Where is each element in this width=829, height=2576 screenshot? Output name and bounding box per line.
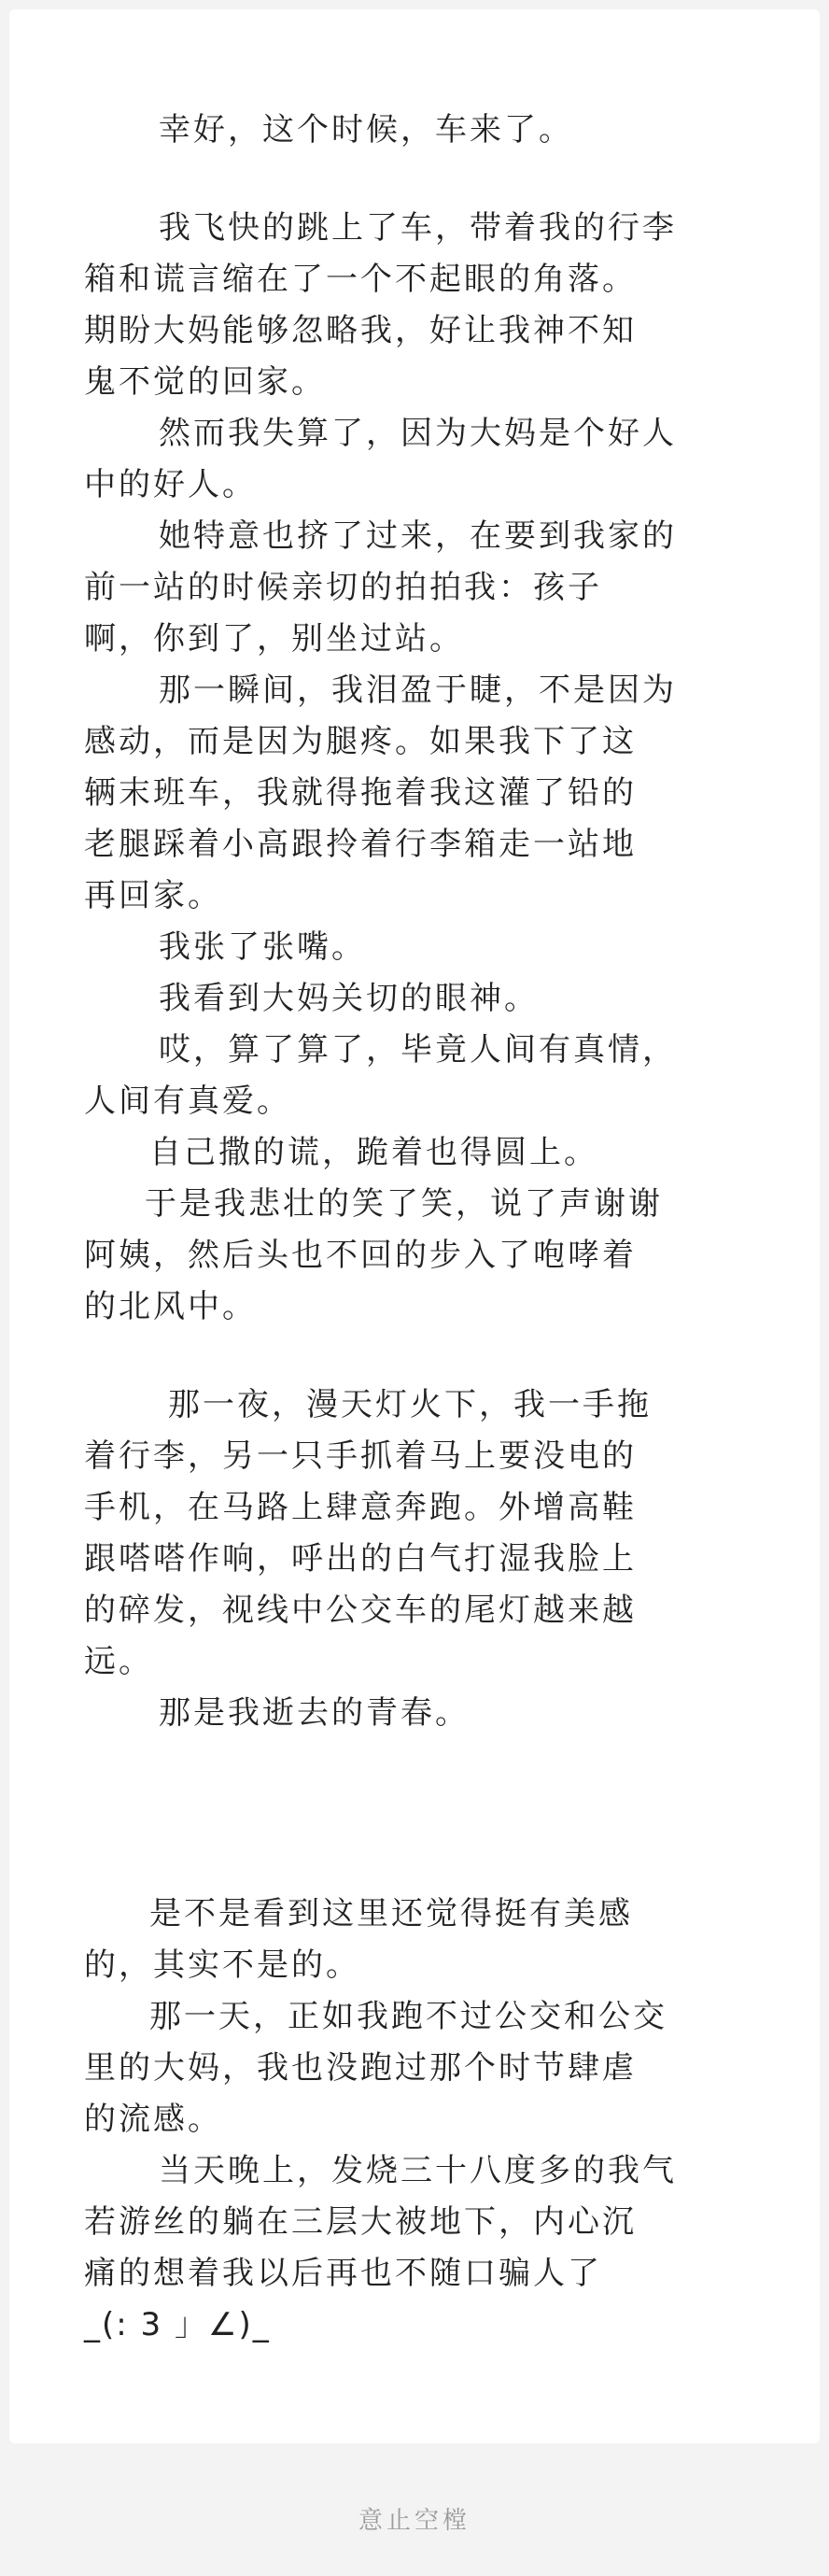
text-line: 我飞快的跳上了车，带着我的行李 bbox=[159, 209, 677, 247]
text-line: 我看到大妈关切的眼神。 bbox=[159, 980, 539, 1017]
text-line: 当天晚上，发烧三十八度多的我气 bbox=[159, 2152, 677, 2189]
text-line: 那是我逝去的青春。 bbox=[159, 1694, 470, 1732]
text-line: 然而我失算了，因为大妈是个好人 bbox=[159, 415, 677, 452]
kaomoji-line: _(: 3 」∠)_ bbox=[84, 2306, 271, 2343]
text-line: 自己撒的谎，跪着也得圆上。 bbox=[149, 1134, 598, 1171]
text-line: 哎，算了算了，毕竟人间有真情， bbox=[159, 1031, 677, 1069]
text-line: 着行李，另一只手抓着马上要没电的 bbox=[84, 1437, 637, 1475]
footer-signature: 意止空樘 bbox=[358, 2507, 471, 2535]
text-line: 手机，在马路上肆意奔跑。外增高鞋 bbox=[84, 1489, 637, 1526]
text-line: 的北风中。 bbox=[84, 1288, 257, 1325]
text-line: 那一天，正如我跑不过公交和公交 bbox=[149, 1998, 667, 2035]
article-card bbox=[9, 9, 820, 2443]
text-line: 于是我悲壮的笑了笑，说了声谢谢 bbox=[145, 1185, 663, 1223]
text-line: 痛的想着我以后再也不随口骗人了 bbox=[84, 2255, 602, 2292]
text-line: 我张了张嘴。 bbox=[159, 928, 366, 966]
text-line: 幸好，这个时候，车来了。 bbox=[159, 111, 573, 149]
text-line: 感动，而是因为腿疼。如果我下了这 bbox=[84, 723, 637, 760]
footer bbox=[0, 2443, 829, 2576]
text-line: 鬼不觉的回家。 bbox=[84, 363, 326, 401]
text-line: 人间有真爱。 bbox=[84, 1083, 291, 1120]
text-line: 的流感。 bbox=[84, 2101, 222, 2138]
text-line: 的碎发，视线中公交车的尾灯越来越 bbox=[84, 1592, 637, 1629]
text-line: 啊，你到了，别坐过站。 bbox=[84, 620, 464, 658]
text-line: 远。 bbox=[84, 1643, 153, 1680]
text-line: 跟嗒嗒作响，呼出的白气打湿我脸上 bbox=[84, 1540, 637, 1578]
text-line: 期盼大妈能够忽略我，好让我神不知 bbox=[84, 312, 637, 349]
text-line: 阿姨，然后头也不回的步入了咆哮着 bbox=[84, 1237, 637, 1274]
text-line: 的，其实不是的。 bbox=[84, 1946, 360, 1984]
text-line: 那一瞬间，我泪盈于睫，不是因为 bbox=[159, 672, 677, 709]
text-line: 老腿踩着小高跟拎着行李箱走一站地 bbox=[84, 826, 637, 863]
text-line: 再回家。 bbox=[84, 877, 222, 914]
text-line: 箱和谎言缩在了一个不起眼的角落。 bbox=[84, 261, 637, 298]
text-line: 是不是看到这里还觉得挺有美感 bbox=[149, 1895, 633, 1932]
text-line: 她特意也挤了过来，在要到我家的 bbox=[159, 517, 677, 555]
text-line: 辆末班车，我就得拖着我这灌了铅的 bbox=[84, 774, 637, 812]
text-line: 前一站的时候亲切的拍拍我：孩子 bbox=[84, 569, 602, 606]
text-line: 若游丝的躺在三层大被地下，内心沉 bbox=[84, 2203, 637, 2241]
text-line: 里的大妈，我也没跑过那个时节肆虐 bbox=[84, 2049, 637, 2087]
text-line: 中的好人。 bbox=[84, 466, 257, 503]
text-line: 那一夜，漫天灯火下，我一手拖 bbox=[168, 1386, 652, 1423]
